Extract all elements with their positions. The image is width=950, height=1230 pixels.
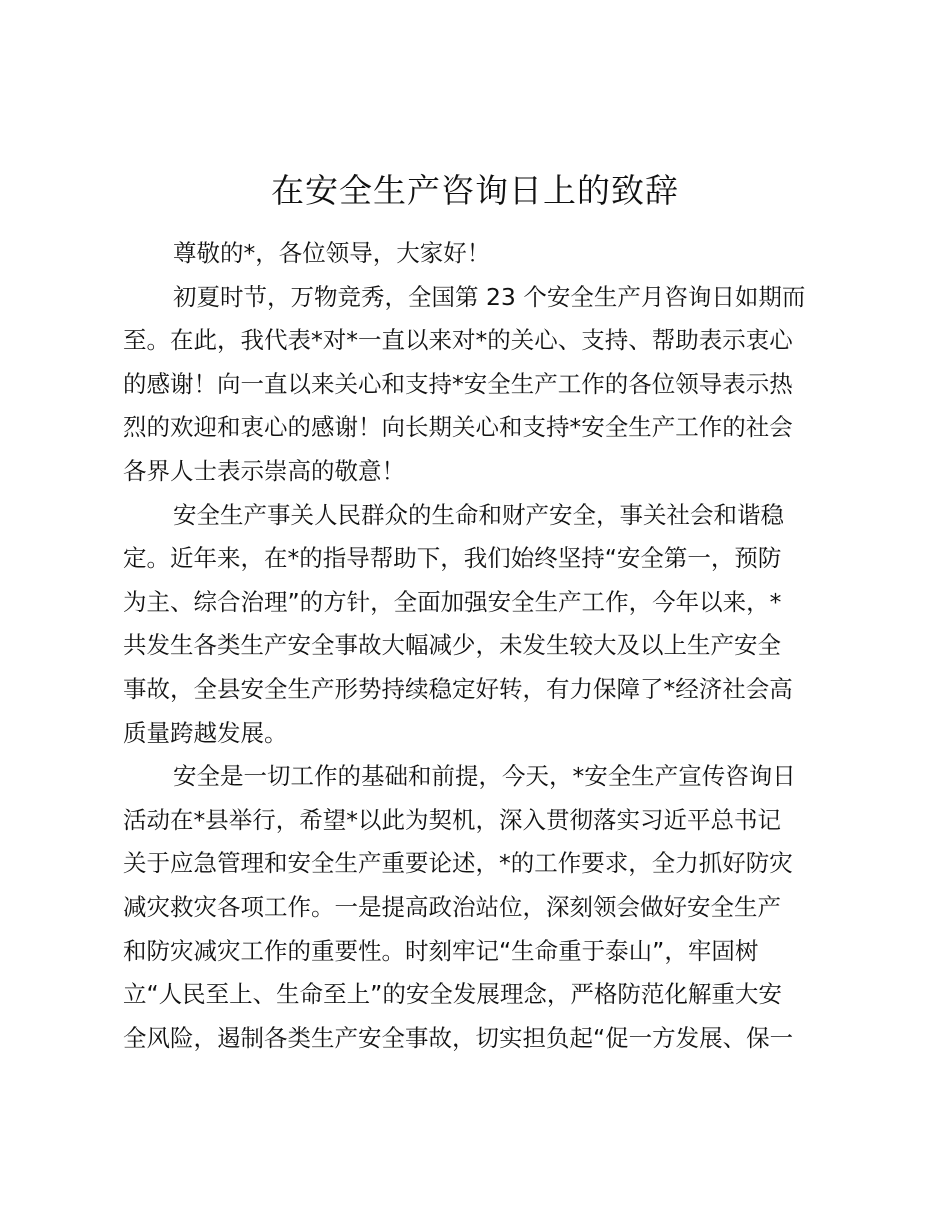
paragraph-line: 全风险，遏制各类生产安全事故，切实担负起“促一方发展、保一 (123, 1023, 794, 1052)
paragraph-line: 关于应急管理和安全生产重要论述，*的工作要求，全力抓好防灾 (123, 849, 793, 878)
paragraph-line: 活动在*县举行，希望*以此为契机，深入贯彻落实习近平总书记 (123, 805, 781, 834)
paragraph-line: 减灾救灾各项工作。一是提高政治站位，深刻领会做好安全生产 (123, 892, 781, 921)
paragraph-line: 烈的欢迎和衷心的感谢！向长期关心和支持*安全生产工作的社会 (123, 413, 793, 442)
paragraph-line: 的感谢！向一直以来关心和支持*安全生产工作的各位领导表示热 (123, 369, 793, 398)
paragraph-line: 安全是一切工作的基础和前提，今天，*安全生产宣传咨询日 (173, 762, 796, 791)
document-body (123, 232, 839, 1060)
document-title: 在安全生产咨询日上的致辞 (271, 171, 679, 210)
paragraph-line: 为主、综合治理”的方针，全面加强安全生产工作，今年以来，* (123, 587, 782, 616)
paragraph-line: 安全生产事关人民群众的生命和财产安全，事关社会和谐稳 (173, 500, 784, 529)
paragraph-line: 尊敬的*，各位领导，大家好！ (173, 239, 491, 267)
paragraph-line: 立“人民至上、生命至上”的安全发展理念，严格防范化解重大安 (123, 980, 782, 1009)
paragraph-line: 共发生各类生产安全事故大幅减少，未发生较大及以上生产安全 (123, 631, 781, 660)
paragraph-line: 质量跨越发展。 (123, 718, 288, 747)
paragraph-line: 至。在此，我代表*对*一直以来对*的关心、支持、帮助表示衷心 (123, 326, 793, 355)
paragraph-line: 定。近年来，在*的指导帮助下，我们始终坚持“安全第一，预防 (123, 544, 782, 573)
paragraph-line: 各界人士表示崇高的敬意！ (123, 456, 405, 485)
paragraph-line: 事故，全县安全生产形势持续稳定好转，有力保障了*经济社会高 (123, 674, 793, 703)
paragraph-line: 初夏时节，万物竞秀，全国第 23 个安全生产月咨询日如期而 (173, 282, 806, 311)
paragraph-line: 和防灾减灾工作的重要性。时刻牢记“生命重于泰山”，牢固树 (123, 936, 759, 965)
